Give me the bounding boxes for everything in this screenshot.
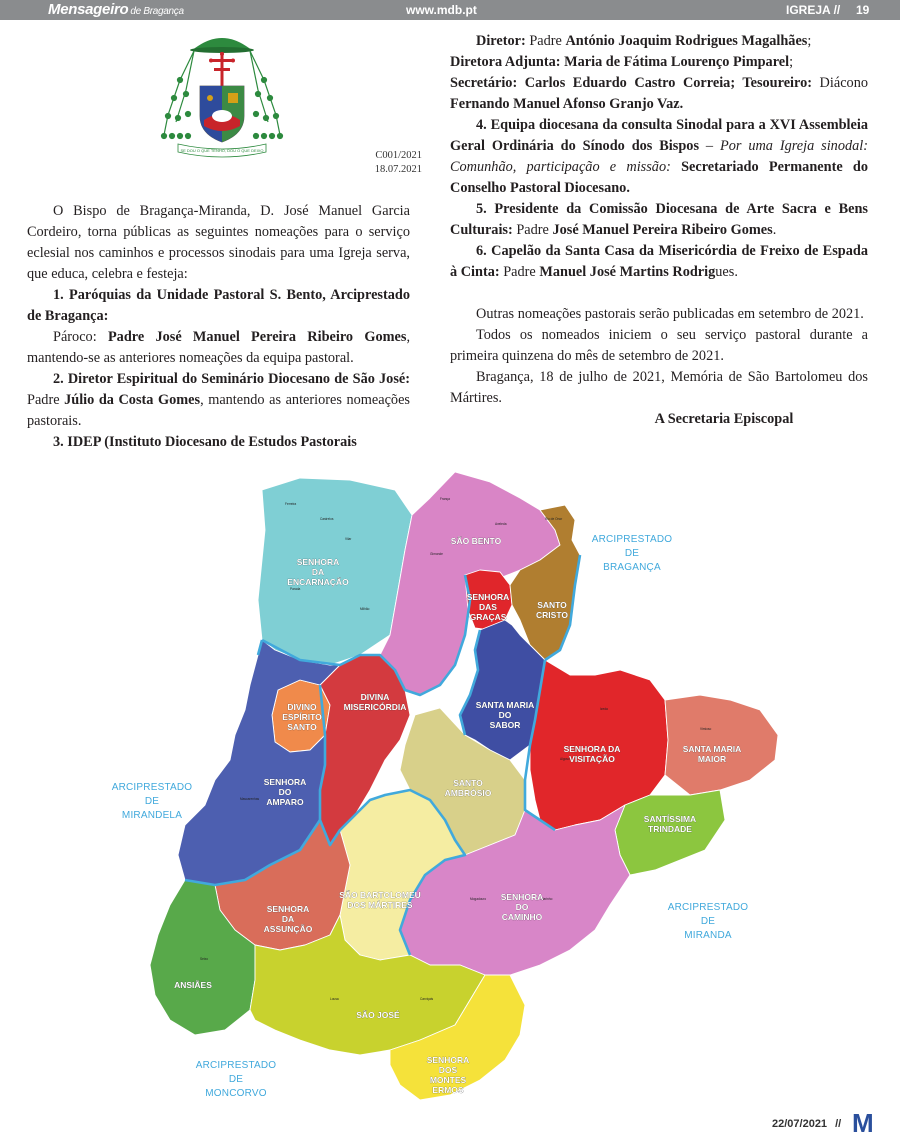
item-1-heading: 1. Paróquias da Unidade Pastoral S. Bento, Arciprestado de Bragança: bbox=[27, 287, 410, 324]
zone-label: SÃO BENTO bbox=[450, 536, 502, 546]
newspaper-brand: Mensageiro de Bragança bbox=[48, 1, 184, 18]
svg-text:Izeda: Izeda bbox=[600, 707, 608, 711]
svg-text:França: França bbox=[440, 497, 450, 501]
start-service-paragraph: Todos os nomeados iniciem o seu serviço pastoral durante a primeira quinzena do mês de setembro de 2021. bbox=[450, 327, 868, 364]
zone-label: SANTA MARIA bbox=[682, 744, 742, 754]
svg-text:Mogadouro: Mogadouro bbox=[470, 897, 487, 901]
item-3-heading: 3. IDEP (Instituto Diocesano de Estudos Pastorais bbox=[53, 434, 357, 450]
svg-text:SANTOCRISTO: SANTO CRISTO bbox=[536, 600, 568, 620]
zone-label: SENHORA bbox=[500, 892, 544, 902]
idep-director: Diretor: Padre António Joaquim Rodrigues Magalhães; bbox=[476, 33, 812, 49]
diocese-map bbox=[0, 460, 900, 1110]
zone-label: SANTO bbox=[537, 600, 567, 610]
svg-text:Vimioso: Vimioso bbox=[700, 727, 712, 731]
svg-text:Ferreira: Ferreira bbox=[285, 502, 297, 506]
zone-label: SENHORA bbox=[266, 904, 310, 914]
svg-text:Milhão: Milhão bbox=[360, 607, 370, 611]
bishop-coat-of-arms-icon bbox=[160, 30, 284, 162]
zone-label: SENHORA bbox=[263, 777, 307, 787]
zone-label: SENHORA bbox=[296, 557, 340, 567]
document-code: C001/2021 bbox=[375, 150, 422, 161]
svg-text:DIVINAMISERICÓRDIA: DIVINA MISERICÓRDIA bbox=[343, 692, 407, 712]
arciprestado-label: ARCIPRESTADO bbox=[111, 782, 193, 793]
svg-text:SENHORA DAVISITAÇÃO: SENHORA DA VISITAÇÃO bbox=[563, 744, 621, 764]
svg-text:Gimonde: Gimonde bbox=[430, 552, 443, 556]
svg-text:ARCIPRESTADODEMIRANDA: ARCIPRESTADO DE MIRANDA bbox=[667, 902, 749, 941]
svg-text:SENHORADAENCARNAÇÃO: SENHORA DA ENCARNAÇÃO bbox=[287, 557, 349, 587]
document-date: 18.07.2021 bbox=[374, 164, 422, 175]
svg-text:Aveleda: Aveleda bbox=[495, 522, 507, 526]
zone-label: SÃO BARTOLOMEU bbox=[339, 890, 421, 900]
svg-text:SENHORADASGRAÇAS: SENHORA DAS GRAÇAS bbox=[466, 592, 510, 622]
svg-text:Castrelos: Castrelos bbox=[320, 517, 334, 521]
text-column-right bbox=[450, 31, 868, 430]
footer-separator: // bbox=[835, 1118, 842, 1130]
issue-date: 22/07/2021 bbox=[772, 1118, 828, 1130]
svg-text:Carviçais: Carviçais bbox=[420, 997, 434, 1001]
intro-paragraph: O Bispo de Bragança-Miranda, D. José Manuel Garcia Cordeiro, torna públicas as seguintes nomeações para o serviço eclesial nos caminhos e processos sinodais para uma Igreja serva, que educa, celebra e festeja: bbox=[27, 203, 410, 282]
other-appointments-paragraph: Outras nomeações pastorais serão publicadas em setembro de 2021. bbox=[476, 306, 864, 322]
page-number: 19 bbox=[856, 3, 870, 17]
newspaper-m-logo: M bbox=[852, 1108, 874, 1138]
svg-text:Rio de Onor: Rio de Onor bbox=[545, 517, 563, 521]
svg-text:SANTÍSSIMATRINDADE: SANTÍSSIMA TRINDADE bbox=[643, 814, 697, 834]
section-label: IGREJA // bbox=[786, 3, 841, 17]
svg-text:ARCIPRESTADODEBRAGANÇA: ARCIPRESTADO DE BRAGANÇA bbox=[591, 534, 673, 573]
arms-motto: SE DOU O QUE TENHO, DOU O QUE DEIXO bbox=[180, 148, 264, 153]
zone-label: SENHORA bbox=[466, 592, 510, 602]
item-2-paragraph: 2. Diretor Espiritual do Seminário Diocesano de São José: Padre Júlio da Costa Gomes, mantendo as anteriores nomeações pastorais. bbox=[27, 371, 410, 429]
svg-text:Lousa: Lousa bbox=[330, 997, 339, 1001]
svg-text:SENHORADOCAMINHO: SENHORA DO CAMINHO bbox=[500, 892, 544, 922]
zone-label: SÃO JOSÉ bbox=[356, 1010, 400, 1020]
idep-secretary-treasurer: Secretário: Carlos Eduardo Castro Correia; Tesoureiro: Diácono Fernando Manuel Afonso Granjo Vaz. bbox=[450, 75, 868, 112]
svg-text:DIVINOESPÍRITOSANTO: DIVINO ESPÍRITO SANTO bbox=[282, 702, 322, 732]
site-url: www.mdb.pt bbox=[406, 3, 477, 17]
svg-text:SANTA MARIADOSABOR: SANTA MARIA DO SABOR bbox=[475, 700, 535, 730]
svg-text:Mascarenhas: Mascarenhas bbox=[240, 797, 260, 801]
signature: A Secretaria Episcopal bbox=[654, 411, 794, 427]
zone-label: SENHORA DA bbox=[563, 744, 621, 754]
zone-label: DIVINA bbox=[360, 692, 390, 702]
zone-label: SANTA MARIA bbox=[475, 700, 535, 710]
svg-text:Parada: Parada bbox=[290, 587, 301, 591]
svg-text:SENHORADAASSUNÇÃO: SENHORA DA ASSUNÇÃO bbox=[263, 904, 313, 934]
zone-label: SANTÍSSIMA bbox=[643, 814, 697, 824]
arciprestado-label: ARCIPRESTADO bbox=[591, 534, 673, 545]
arciprestado-label: ARCIPRESTADO bbox=[195, 1060, 277, 1071]
svg-text:Seixo: Seixo bbox=[200, 957, 208, 961]
item-6-paragraph: 6. Capelão da Santa Casa da Misericórdia de Freixo de Espada à Cinta: Padre Manuel José Martins Rodrigues. bbox=[450, 243, 868, 280]
item-1-body: Pároco: Padre José Manuel Pereira Ribeiro Gomes, mantendo-se as anteriores nomeações da equipa pastoral. bbox=[27, 329, 411, 366]
page-footer bbox=[772, 1118, 841, 1130]
svg-text:SÃO BARTOLOMEUDOS MÁRTIRES: SÃO BARTOLOMEU DOS MÁRTIRES bbox=[339, 890, 421, 910]
svg-text:ARCIPRESTADODEMONCORVO: ARCIPRESTADO DE MONCORVO bbox=[195, 1060, 277, 1099]
item-5-paragraph: 5. Presidente da Comissão Diocesana de Arte Sacra e Bens Culturais: Padre José Manuel Pereira Ribeiro Gomes. bbox=[450, 201, 868, 238]
zone-label: DIVINO bbox=[287, 702, 317, 712]
svg-text:Vilarinho: Vilarinho bbox=[540, 897, 553, 901]
svg-text:Vilar: Vilar bbox=[345, 537, 352, 541]
zone-label: ANSIÃES bbox=[174, 980, 212, 990]
place-date-paragraph: Bragança, 18 de julho de 2021, Memória de São Bartolomeu dos Mártires. bbox=[450, 369, 868, 406]
arciprestado-label: ARCIPRESTADO bbox=[667, 902, 749, 913]
text-column-left bbox=[27, 201, 410, 453]
zone-label: SANTO bbox=[453, 778, 483, 788]
svg-text:Algoso: Algoso bbox=[560, 757, 570, 761]
zone-label: SENHORA bbox=[426, 1055, 470, 1065]
svg-text:SANTA MARIAMAIOR: SANTA MARIA MAIOR bbox=[682, 744, 742, 764]
item-4-paragraph: 4. Equipa diocesana da consulta Sinodal para a XVI Assembleia Geral Ordinária do Sínodo dos Bispos – Por uma Igreja sinodal: Comunhão, participação e missão: Secretariado Permanente do Conselho Pastoral Diocesano. bbox=[450, 117, 869, 196]
svg-text:SENHORADOAMPARO: SENHORA DO AMPARO bbox=[263, 777, 307, 807]
idep-deputy-director: Diretora Adjunta: Maria de Fátima Lourenço Pimparel; bbox=[450, 54, 794, 70]
svg-text:SANTOAMBRÓSIO: SANTO AMBRÓSIO bbox=[444, 778, 492, 798]
svg-text:ARCIPRESTADODEMIRANDELA: ARCIPRESTADO DE MIRANDELA bbox=[111, 782, 193, 821]
svg-text:SENHORADOSMONTESERMOS: SENHORA DOS MONTES ERMOS bbox=[426, 1055, 470, 1095]
page-header-bar bbox=[0, 0, 900, 20]
